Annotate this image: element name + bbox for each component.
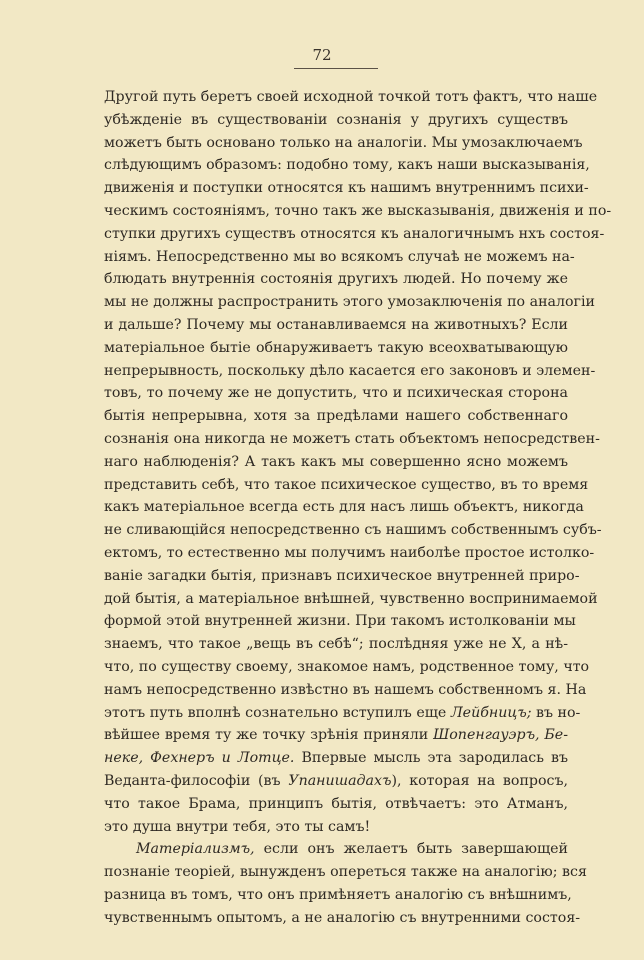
text-line bbox=[104, 382, 568, 405]
text-line bbox=[104, 610, 576, 633]
text-line bbox=[104, 314, 568, 337]
text-line bbox=[104, 656, 590, 679]
text-run: если онъ желаетъ быть завершающей bbox=[254, 841, 568, 858]
text-line bbox=[104, 496, 584, 519]
italic-text: Упанишадахъ bbox=[288, 772, 392, 789]
text-line bbox=[104, 177, 589, 200]
text-run: вѣйшее время ту же точку зрѣнія приняли bbox=[104, 727, 434, 744]
body-text bbox=[104, 86, 612, 929]
text-run: Другой путь беретъ своей исходной точкой тотъ фактъ, что наше bbox=[104, 89, 598, 105]
page-number-rule bbox=[294, 68, 378, 69]
text-run: ступки другихъ существъ относятся къ аналогичнымъ нхъ состоя- bbox=[104, 225, 605, 242]
text-run: товъ, то почему же не допустить, что и психическая сторона bbox=[104, 385, 568, 402]
italic-text: Матеріализмъ, bbox=[136, 841, 255, 858]
text-run: этотъ путь вполнѣ сознательно вступилъ еще bbox=[104, 704, 451, 721]
text-run: чувственнымъ опытомъ, а не аналогію съ внутренними состоя- bbox=[104, 909, 581, 926]
text-run: формой этой внутренней жизни. При такомъ истолкованіи мы bbox=[104, 613, 576, 630]
text-run: убѣжденіе въ существованіи сознанія у другихъ существъ bbox=[104, 111, 568, 128]
text-run: не сливающійся непосредственно съ нашимъ собственнымъ субъ- bbox=[104, 522, 602, 539]
text-run: непрерывность, поскольку дѣло касается его законовъ и элемен- bbox=[104, 362, 596, 379]
text-run: движенія и поступки относятся къ нашимъ внутреннимъ психи- bbox=[104, 180, 589, 197]
text-line bbox=[104, 793, 568, 816]
text-run: что, по существу своему, знакомое намъ, родственное тому, что bbox=[104, 658, 590, 675]
text-line bbox=[104, 565, 580, 588]
text-line bbox=[104, 109, 568, 132]
text-line bbox=[104, 747, 568, 770]
text-line bbox=[104, 268, 568, 291]
text-line bbox=[104, 861, 587, 884]
text-run: мы не должны распространить этого умозаключенія по аналогіи bbox=[104, 294, 595, 311]
text-run: знаемъ, что такое „вещь въ себѣ“; послѣдняя уже не X, а нѣ- bbox=[104, 636, 568, 653]
page-number: 72 bbox=[312, 46, 332, 64]
text-line bbox=[104, 474, 589, 497]
text-line bbox=[104, 291, 595, 314]
text-run: дой бытія, а матеріальное внѣшней, чувственно воспринимаемой bbox=[104, 590, 598, 607]
text-line bbox=[104, 816, 568, 839]
text-run: и дальше? Почему мы останавливаемся на животныхъ? Если bbox=[104, 316, 568, 333]
text-run: Веданта-философіи (въ bbox=[104, 772, 289, 789]
text-run: Впервые мысль эта зародилась въ bbox=[294, 750, 568, 767]
text-line bbox=[104, 200, 612, 223]
text-line bbox=[104, 337, 568, 360]
text-run: ніямъ. Непосредственно мы во всякомъ случаѣ не можемъ на- bbox=[104, 248, 575, 265]
text-line bbox=[104, 770, 568, 793]
text-run: ваніе загадки бытія, признавъ психическое внутренней приро- bbox=[104, 567, 580, 584]
text-line bbox=[104, 542, 595, 565]
text-line bbox=[104, 907, 581, 930]
text-line bbox=[104, 884, 572, 907]
text-run: это душа внутри тебя, это ты самъ! bbox=[104, 818, 371, 835]
text-run: матеріальное бытіе обнаруживаетъ такую всеохватывающую bbox=[104, 339, 568, 356]
italic-text: неке, Фехнеръ и Лотце. bbox=[104, 750, 295, 767]
text-line bbox=[104, 588, 598, 611]
text-run: можетъ быть основано только на аналогіи. Мы умозаключаемъ bbox=[104, 134, 583, 151]
text-run: ), которая на вопросъ, bbox=[391, 772, 569, 789]
text-run: намъ непосредственно извѣстно въ нашемъ собственномъ я. На bbox=[104, 681, 587, 698]
text-run: какъ матеріальное всегда есть для насъ лишь объектъ, никогда bbox=[104, 499, 584, 516]
italic-text: Шопенгауэръ, Бе- bbox=[433, 727, 568, 744]
text-run: ектомъ, то естественно мы получимъ наиболѣе простое истолко- bbox=[104, 544, 595, 561]
text-run: слѣдующимъ образомъ: подобно тому, какъ наши высказыванія, bbox=[104, 157, 590, 174]
text-line bbox=[104, 360, 596, 383]
text-line bbox=[104, 838, 568, 861]
text-line bbox=[104, 132, 583, 155]
text-line bbox=[104, 724, 568, 747]
text-line bbox=[104, 246, 575, 269]
text-run: познаніе теоріей, вынужденъ опереться также на аналогію; вся bbox=[104, 864, 587, 881]
text-line bbox=[104, 633, 568, 656]
text-run: что такое Брама, принципъ бытія, отвѣчаетъ: это Атманъ, bbox=[104, 795, 568, 812]
text-run: разница въ томъ, что онъ примѣняетъ аналогію съ внѣшнимъ, bbox=[104, 886, 572, 903]
text-run: ческимъ состояніямъ, точно такъ же высказыванія, движенія и по- bbox=[104, 202, 612, 219]
text-run: въ но- bbox=[531, 704, 581, 721]
text-line bbox=[104, 154, 590, 177]
text-line bbox=[104, 428, 600, 451]
text-line bbox=[104, 86, 598, 109]
italic-text: Лейбницъ; bbox=[450, 704, 532, 721]
text-run: наго наблюденія? А такъ какъ мы совершенно ясно можемъ bbox=[104, 453, 568, 470]
text-line bbox=[104, 451, 568, 474]
text-line bbox=[104, 679, 587, 702]
text-line bbox=[104, 702, 581, 725]
text-run: бытія непрерывна, хотя за предѣлами нашего собственнаго bbox=[104, 408, 568, 425]
text-line bbox=[104, 223, 605, 246]
text-run: блюдать внутреннія состоянія другихъ людей. Но почему же bbox=[104, 271, 568, 288]
text-line bbox=[104, 405, 568, 428]
text-line bbox=[104, 519, 602, 542]
text-run: представить себѣ, что такое психическое существо, въ то время bbox=[104, 476, 589, 493]
text-run: сознанія она никогда не можетъ стать объектомъ непосредствен- bbox=[104, 430, 600, 447]
